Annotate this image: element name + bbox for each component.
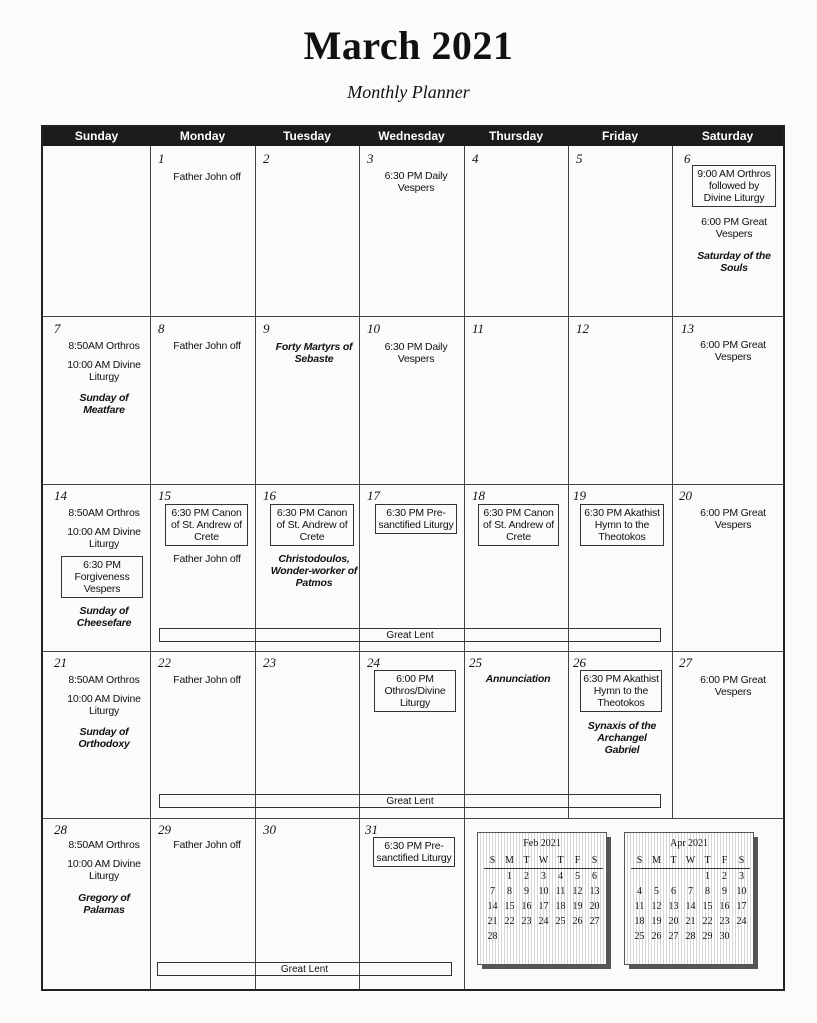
mini-day: 25: [555, 916, 566, 927]
mini-day: 24: [538, 916, 549, 927]
mini-day: 14: [685, 901, 696, 912]
mini-day: 8: [705, 886, 710, 897]
mini-day: 12: [572, 886, 583, 897]
feast-label: Forty Martyrs of Sebaste: [275, 341, 353, 365]
mini-day: 2: [722, 871, 727, 882]
event: 8:50AM Orthros: [68, 674, 140, 686]
mini-day: 23: [719, 916, 730, 927]
day-number: 28: [54, 822, 67, 837]
weekday-header: [43, 127, 783, 146]
feast-label: Sunday of Orthodoxy: [78, 726, 130, 750]
mini-day: 8: [507, 886, 512, 897]
mini-day: 27: [589, 916, 600, 927]
day-number: 15: [158, 488, 171, 503]
mini-day: 4: [637, 886, 642, 897]
mini-day: 3: [739, 871, 744, 882]
day-number: 11: [472, 321, 485, 336]
mini-day: [733, 929, 750, 944]
mini-day: 6: [671, 886, 676, 897]
weekday-letter: S: [631, 853, 648, 869]
weekday-letter: T: [665, 853, 682, 869]
day-number: 31: [365, 822, 378, 837]
mini-day: 23: [521, 916, 532, 927]
weekday-letter: W: [535, 853, 552, 869]
mini-day: 9: [722, 886, 727, 897]
event-box: 6:30 PM Forgiveness Vespers: [61, 556, 143, 598]
mini-day: 26: [651, 931, 662, 942]
day-number: 4: [472, 151, 479, 166]
mini-day: [665, 869, 682, 885]
day-number: 29: [158, 822, 171, 837]
weekday-tuesday: Tuesday: [283, 129, 331, 143]
day-number: 27: [679, 655, 692, 670]
page-title: March 2021: [303, 23, 514, 68]
day-number: 2: [263, 151, 270, 166]
mini-day: 5: [654, 886, 659, 897]
weekday-sunday: Sunday: [74, 129, 119, 143]
mini-day: [569, 929, 586, 944]
mini-day: 12: [651, 901, 662, 912]
mini-day: 18: [634, 916, 645, 927]
mini-day: 4: [558, 871, 563, 882]
feast-label: Synaxis of the Archangel Gabriel: [587, 720, 657, 756]
mini-day: 16: [719, 901, 730, 912]
weekday-letter: W: [682, 853, 699, 869]
mini-day: 2: [524, 871, 529, 882]
mini-day: 21: [685, 916, 696, 927]
event: Father John off: [173, 674, 241, 686]
mini-day: 18: [555, 901, 566, 912]
mini-day: 10: [538, 886, 549, 897]
event: 8:50AM Orthros: [68, 507, 140, 519]
day-number: 17: [367, 488, 380, 503]
weekday-letter: M: [501, 853, 518, 869]
mini-day: 28: [487, 931, 498, 942]
day-number: 18: [472, 488, 485, 503]
weekday-thursday: Thursday: [488, 129, 543, 143]
event: 6:30 PM Daily Vespers: [384, 170, 448, 194]
great-lent-bar: Great Lent: [159, 794, 661, 808]
day-number: 10: [367, 321, 380, 336]
day-number: 23: [263, 655, 276, 670]
mini-day: 1: [507, 871, 512, 882]
mini-day: 11: [634, 901, 645, 912]
mini-day: 7: [490, 886, 495, 897]
mini-day: 15: [504, 901, 515, 912]
day-number: 20: [679, 488, 692, 503]
event: Father John off: [173, 839, 241, 851]
weekday-letter: F: [716, 853, 733, 869]
feast-label: Christodoulos, Wonder-worker of Patmos: [270, 553, 358, 589]
event-box: 6:30 PM Akathist Hymn to the Theotokos: [580, 504, 664, 546]
day-number: 3: [367, 151, 374, 166]
event: 6:00 PM Great Vespers: [700, 507, 766, 531]
mini-day: 29: [702, 931, 713, 942]
mini-day: 20: [589, 901, 600, 912]
day-number: 16: [263, 488, 276, 503]
event-box: 6:30 PM Pre-sanctified Liturgy: [375, 504, 457, 534]
event: Father John off: [173, 171, 241, 183]
weekday-letter: T: [552, 853, 569, 869]
mini-calendar-title: Feb 2021: [523, 838, 561, 849]
event-box: 9:00 AM Orthros followed by Divine Liturgy: [692, 165, 776, 207]
event: 10:00 AM Divine Liturgy: [67, 526, 141, 550]
weekday-letter: T: [518, 853, 535, 869]
page-subtitle: Monthly Planner: [347, 82, 470, 102]
weekday-letter: S: [733, 853, 750, 869]
mini-day: 26: [572, 916, 583, 927]
mini-day: 3: [541, 871, 546, 882]
event: Father John off: [173, 340, 241, 352]
great-lent-bar: Great Lent: [157, 962, 452, 976]
event: Father John off: [173, 553, 241, 565]
mini-day: [648, 869, 665, 885]
weekday-saturday: Saturday: [701, 129, 754, 143]
feast-label: Saturday of the Souls: [697, 250, 771, 274]
weekday-letter: F: [569, 853, 586, 869]
mini-day: 17: [736, 901, 747, 912]
event: 8:50AM Orthros: [68, 340, 140, 352]
mini-calendar-grid: [484, 853, 603, 944]
mini-day: 16: [521, 901, 532, 912]
weekday-letter: S: [586, 853, 603, 869]
weekday-letter: M: [648, 853, 665, 869]
event-box: 6:30 PM Akathist Hymn to the Theotokos: [580, 670, 662, 712]
great-lent-bar: Great Lent: [159, 628, 661, 642]
event: 8:50AM Orthros: [68, 839, 140, 851]
day-number: 7: [54, 321, 61, 336]
day-number: 5: [576, 151, 583, 166]
day-number: 12: [576, 321, 589, 336]
mini-day: 10: [736, 886, 747, 897]
mini-day: 20: [668, 916, 679, 927]
event: 6:30 PM Daily Vespers: [384, 341, 448, 365]
mini-day: [552, 929, 569, 944]
event-box: 6:30 PM Canon of St. Andrew of Crete: [270, 504, 354, 546]
event: 10:00 AM Divine Liturgy: [67, 359, 141, 383]
mini-day: [631, 869, 648, 885]
mini-day: 27: [668, 931, 679, 942]
mini-day: 13: [668, 901, 679, 912]
day-number: 14: [54, 488, 67, 503]
weekday-wednesday: Wednesday: [378, 129, 445, 143]
mini-day: [682, 869, 699, 885]
weekday-letter: S: [484, 853, 501, 869]
day-number: 22: [158, 655, 171, 670]
day-number: 9: [263, 321, 270, 336]
mini-day: 13: [589, 886, 600, 897]
mini-day: 15: [702, 901, 713, 912]
day-number: 13: [681, 321, 694, 336]
mini-day: 7: [688, 886, 693, 897]
mini-calendar-grid: [631, 853, 750, 944]
weekday-monday: Monday: [179, 129, 226, 143]
mini-day: [535, 929, 552, 944]
day-number: 8: [158, 321, 165, 336]
feast-label: Annunciation: [485, 673, 551, 685]
mini-calendar-feb: [477, 832, 607, 965]
weekday-letter: T: [699, 853, 716, 869]
event-box: 6:30 PM Canon of St. Andrew of Crete: [478, 504, 559, 546]
mini-day: 25: [634, 931, 645, 942]
mini-calendar-apr: [624, 832, 754, 965]
mini-day: 14: [487, 901, 498, 912]
day-number: 21: [54, 655, 67, 670]
event-box: 6:00 PM Othros/Divine Liturgy: [374, 670, 456, 712]
day-number: 24: [367, 655, 380, 670]
mini-day: 28: [685, 931, 696, 942]
mini-day: [501, 929, 518, 944]
event: 6:00 PM Great Vespers: [701, 216, 767, 240]
mini-day: [586, 929, 603, 944]
mini-calendar-title: Apr 2021: [669, 838, 709, 849]
event: 6:00 PM Great Vespers: [700, 339, 766, 363]
event-box: 6:30 PM Canon of St. Andrew of Crete: [165, 504, 248, 546]
mini-day: 22: [702, 916, 713, 927]
event-box: 6:30 PM Pre-sanctified Liturgy: [373, 837, 455, 867]
feast-label: Gregory of Palamas: [78, 892, 130, 916]
mini-day: 19: [572, 901, 583, 912]
feast-label: Sunday of Cheesefare: [76, 605, 132, 629]
day-number: 25: [469, 655, 482, 670]
day-number: 6: [684, 151, 691, 166]
mini-day: 11: [555, 886, 566, 897]
mini-day: 6: [592, 871, 597, 882]
event: 6:00 PM Great Vespers: [700, 674, 766, 698]
mini-day: 5: [575, 871, 580, 882]
mini-day: 1: [705, 871, 710, 882]
weekday-friday: Friday: [601, 129, 638, 143]
day-number: 26: [573, 655, 586, 670]
day-number: 19: [573, 488, 586, 503]
mini-day: 30: [719, 931, 730, 942]
feast-label: Sunday of Meatfare: [79, 392, 129, 416]
mini-day: 9: [524, 886, 529, 897]
event: 10:00 AM Divine Liturgy: [67, 693, 141, 717]
event: 10:00 AM Divine Liturgy: [67, 858, 141, 882]
mini-day: 22: [504, 916, 515, 927]
mini-day: 24: [736, 916, 747, 927]
mini-day: 21: [487, 916, 498, 927]
mini-day: 17: [538, 901, 549, 912]
mini-day: [518, 929, 535, 944]
day-number: 1: [158, 151, 165, 166]
day-number: 30: [263, 822, 276, 837]
mini-day: 19: [651, 916, 662, 927]
mini-day: [484, 869, 501, 885]
